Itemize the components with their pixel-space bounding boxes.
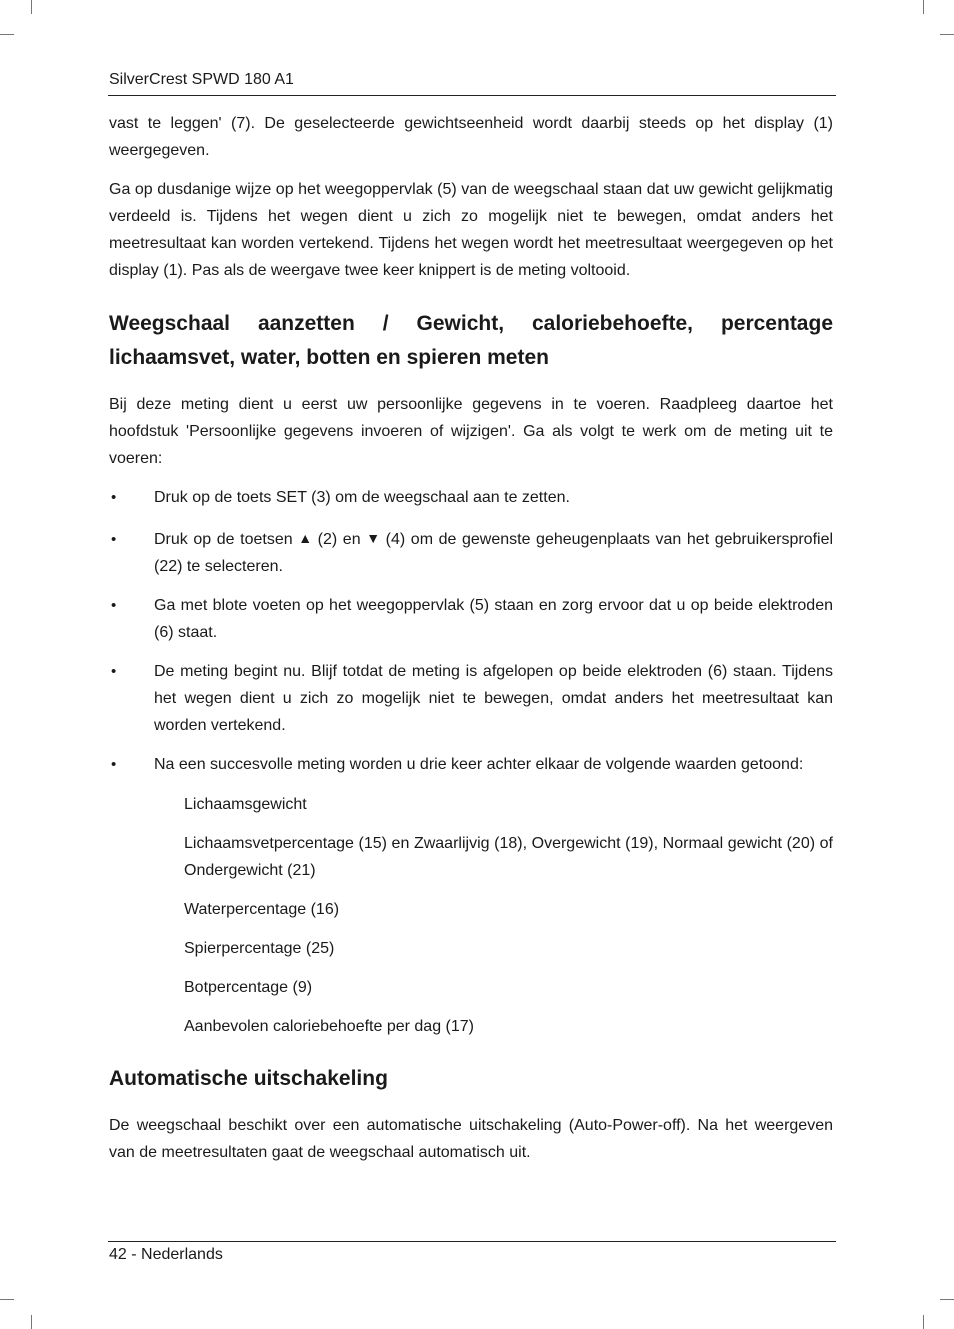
list-item-text: (4) om de gewenste geheugenplaats van het gebruikersprofiel (22) te selecteren. [154,531,834,575]
paragraph: vast te leggen' (7). De geselecteerde gewichtseenheid wordt daarbij steeds op het display (1) weergegeven. [109,115,833,159]
value-item: Waterpercentage (16) [184,901,340,918]
footer-rule [108,1241,836,1242]
paragraph: Bij deze meting dient u eerst uw persoonlijke gegevens in te voeren. Raadpleeg daartoe het hoofdstuk 'Persoonlijke gegevens invoeren of wijzigen'. Ga als volgt te werk om de meting uit te voeren: [109,396,833,467]
value-item: Aanbevolen caloriebehoefte per dag (17) [184,1018,474,1035]
list-item [109,751,833,778]
list-item [109,658,833,739]
list-item [109,526,833,580]
value-item: Spierpercentage (25) [184,940,335,957]
value-item: Lichaamsgewicht [184,796,307,813]
list-item-text: Ga met blote voeten op het weegoppervlak (5) staan en zorg ervoor dat u op beide elektroden (6) staat. [154,597,833,641]
crop-mark-top-left-h [0,34,14,35]
measurement-values [109,791,833,1040]
list-item-text: (2) en [317,531,361,548]
crop-mark-bottom-left-h [0,1299,14,1300]
crop-mark-top-right-h [940,34,954,35]
paragraph: Ga op dusdanige wijze op het weegoppervlak (5) van de weegschaal staan dat uw gewicht gelijkmatig verdeeld is. Tijdens het wegen dient u zich zo mogelijk niet te bewegen, omdat anders het meetresultaat kan worden vertekend. Tijdens het wegen wordt het meetresultaat weergegeven op het display (1). Pas als de weergave twee keer knippert is de meting voltooid. [109,181,833,279]
crop-mark-top-left [31,0,32,14]
page-content [109,110,833,1166]
crop-mark-top-right [923,0,924,14]
paragraph: De weegschaal beschikt over een automatische uitschakeling (Auto-Power-off). Na het weergeven van de meetresultaten gaat de weegschaal automatisch uit. [109,1117,833,1161]
crop-mark-bottom-right-h [940,1299,954,1300]
page-number: 42 - Nederlands [109,1246,223,1263]
value-item: Botpercentage (9) [184,979,313,996]
list-item-text: Na een succesvolle meting worden u drie keer achter elkaar de volgende waarden getoond: [154,756,804,773]
list-item [109,484,833,511]
crop-mark-bottom-right [923,1315,924,1329]
crop-mark-bottom-left [31,1315,32,1329]
list-item-text: De meting begint nu. Blijf totdat de meting is afgelopen op beide elektroden (6) staan. Tijdens het wegen dient u zich zo mogelijk niet te bewegen, omdat anders het meetresultaat kan worden vertekend. [154,663,833,734]
arrow-down-icon: ▼ [366,530,381,546]
section-heading: Weegschaal aanzetten / Gewicht, caloriebehoefte, percentage lichaamsvet, water, botten en spieren meten [109,312,833,369]
list-item [109,592,833,646]
page-header: SilverCrest SPWD 180 A1 [109,71,294,88]
value-item: Lichaamsvetpercentage (15) en Zwaarlijvig (18), Overgewicht (19), Normaal gewicht (20) of Ondergewicht (21) [184,835,833,879]
list-item-text: Druk op de toets SET (3) om de weegschaal aan te zetten. [154,489,570,506]
list-item-text: Druk op de toetsen [154,531,293,548]
arrow-up-icon: ▲ [298,530,313,546]
section-heading: Automatische uitschakeling [109,1067,388,1090]
header-rule [108,95,836,96]
bullet-list [109,484,833,778]
